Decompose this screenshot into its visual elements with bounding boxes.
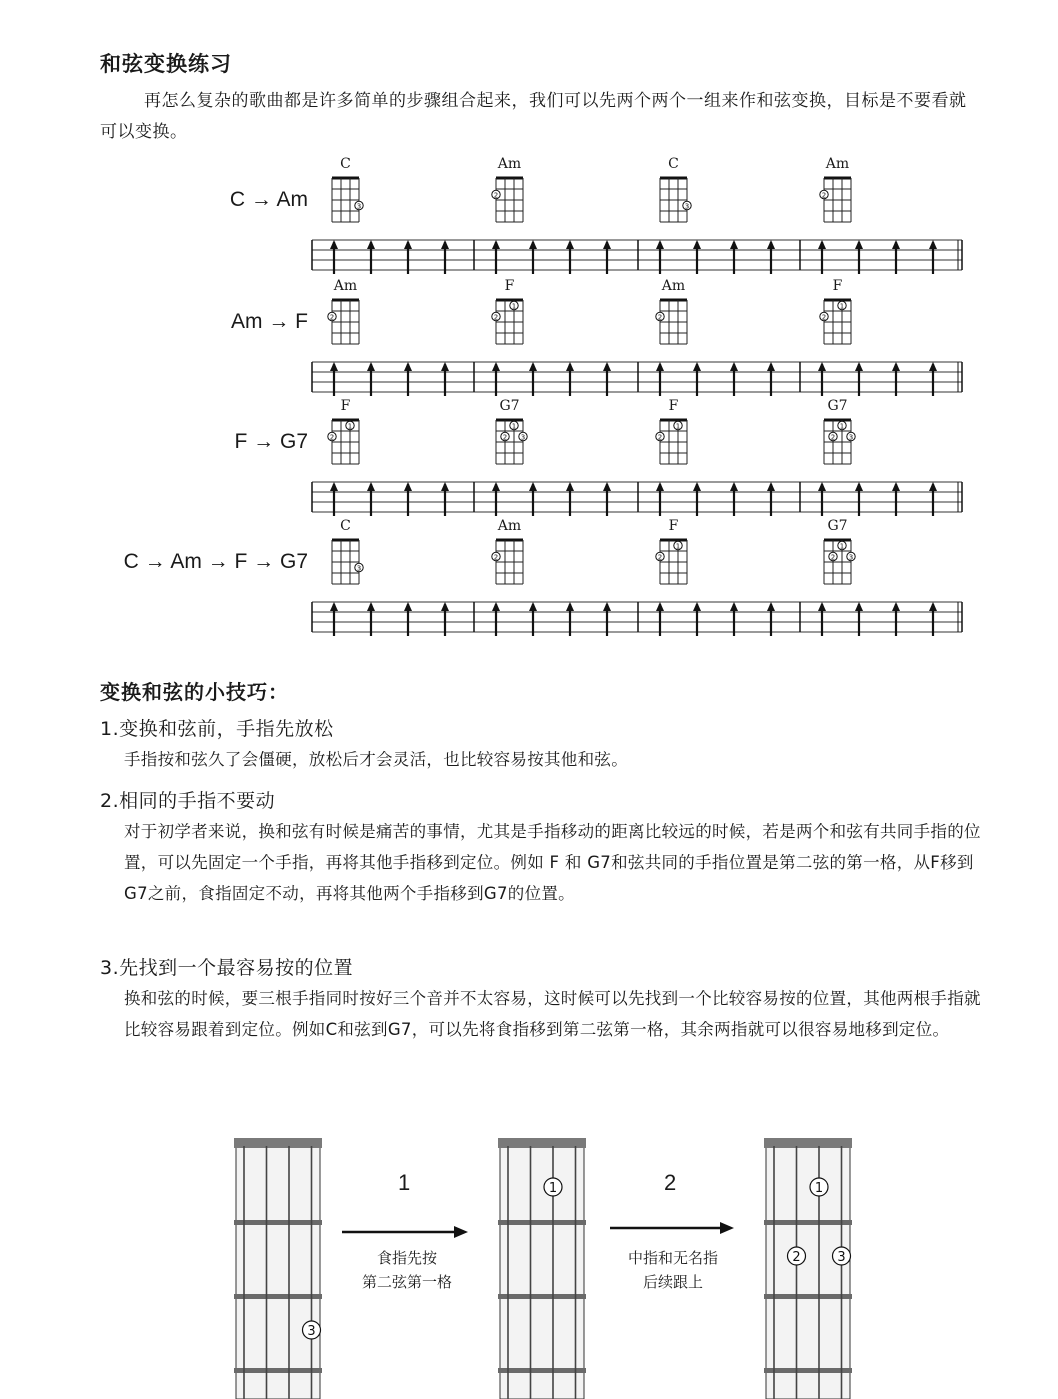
finger-number: 1 — [675, 542, 681, 551]
strum-arrow-head — [529, 602, 537, 611]
strum-arrow-head — [767, 240, 775, 249]
chord-diagram — [656, 540, 687, 584]
fingerboard-fret — [234, 1368, 322, 1373]
finger-number: 1 — [511, 302, 517, 311]
strum-arrow-head — [441, 482, 449, 491]
chord-diagram — [328, 420, 359, 464]
strum-arrow-head — [693, 362, 701, 371]
finger-number: 3 — [837, 1250, 846, 1265]
chord-name: G7 — [827, 398, 848, 414]
finger-number: 2 — [502, 433, 508, 442]
finger-number: 2 — [792, 1250, 801, 1265]
chord-diagram — [496, 420, 527, 464]
finger-number: 1 — [675, 422, 681, 431]
chord-name: Am — [497, 518, 522, 534]
strum-arrow-head — [767, 362, 775, 371]
chord-name: F — [832, 278, 843, 294]
strum-arrow-head — [441, 602, 449, 611]
strum-arrow-head — [818, 602, 826, 611]
strum-arrow-head — [603, 482, 611, 491]
chord-name: Am — [497, 156, 522, 172]
strum-arrow-head — [492, 482, 500, 491]
finger-number: 1 — [814, 1181, 824, 1196]
finger-number: 2 — [493, 553, 499, 562]
strum-arrow-head — [367, 362, 375, 371]
finger-number: 1 — [839, 302, 845, 311]
strum-arrow-head — [818, 482, 826, 491]
chord-diagram — [656, 300, 687, 344]
strum-staff — [312, 240, 962, 274]
intro-paragraph: 再怎么复杂的歌曲都是许多简单的步骤组合起来，我们可以先两个两个一组来作和弦变换，目标是不要看就可以变换。 — [100, 91, 967, 142]
strum-arrow-head — [529, 362, 537, 371]
chord-name: F — [668, 518, 679, 534]
finger-number: 2 — [830, 553, 836, 562]
strum-arrow-head — [404, 482, 412, 491]
strum-arrow-head — [892, 240, 900, 249]
chord-diagram — [492, 300, 523, 344]
strum-arrow-head — [529, 240, 537, 249]
step-number: 2 — [664, 1170, 677, 1195]
finger-number: 2 — [493, 313, 499, 322]
chord-name: F — [340, 398, 351, 414]
strum-arrow-head — [730, 482, 738, 491]
finger-number: 2 — [329, 433, 335, 442]
tip-body: 对于初学者来说，换和弦有时候是痛苦的事情，尤其是手指移动的距离比较远的时候，若是两个和弦有共同手指的位置，可以先固定一个手指，再将其他手指移到定位。例如 F 和 G7和弦共同的手指位置是第二弦的第一格，从F移到G7之前，食指固定不动，再将其他两个手指移到G7的位置。 — [124, 822, 981, 903]
fingerboard — [498, 1138, 586, 1399]
tip-body: 手指按和弦久了会僵硬，放松后才会灵活，也比较容易按其他和弦。 — [124, 750, 628, 769]
fingerboard-fret — [234, 1220, 322, 1225]
tips-title: 变换和弦的小技巧： — [100, 680, 289, 704]
strum-arrow-head — [892, 362, 900, 371]
section-title: 和弦变换练习 — [100, 52, 232, 76]
exercise-label: F → G7 — [234, 430, 308, 453]
fingerboard-fret — [234, 1294, 322, 1299]
strum-arrow-head — [818, 362, 826, 371]
finger-number: 3 — [356, 202, 362, 211]
strum-arrow-head — [404, 240, 412, 249]
chord-name: Am — [661, 278, 686, 294]
finger-number: 3 — [307, 1324, 316, 1339]
strum-arrow-head — [492, 362, 500, 371]
strum-arrow-head — [892, 602, 900, 611]
strum-arrow-head — [892, 482, 900, 491]
strum-arrow-head — [566, 602, 574, 611]
strum-arrow-head — [566, 240, 574, 249]
caption-line: 后续跟上 — [642, 1273, 703, 1291]
transition-arrow — [342, 1226, 468, 1238]
finger-number: 2 — [821, 191, 827, 200]
strum-arrow-head — [367, 482, 375, 491]
strum-arrow-head — [730, 602, 738, 611]
finger-number: 2 — [493, 191, 499, 200]
strum-staff — [312, 602, 962, 636]
chord-name: G7 — [499, 398, 520, 414]
strum-arrow-head — [767, 482, 775, 491]
chord-name: G7 — [827, 518, 848, 534]
chord-diagram — [820, 300, 851, 344]
fingerboard-fret — [498, 1368, 586, 1373]
strum-arrow-head — [929, 482, 937, 491]
chord-diagram — [332, 178, 363, 222]
strum-arrow-head — [929, 240, 937, 249]
strum-arrow-head — [441, 240, 449, 249]
strum-arrow-head — [492, 240, 500, 249]
strum-arrow-head — [603, 362, 611, 371]
exercise-label: C → Am → F → G7 — [123, 550, 308, 573]
chord-diagram — [824, 540, 855, 584]
finger-number: 3 — [684, 202, 690, 211]
strum-arrow-head — [855, 602, 863, 611]
fingerboard-fret — [764, 1220, 852, 1225]
chord-name: C — [340, 518, 351, 534]
finger-number: 3 — [848, 433, 854, 442]
fingerboard-nut — [498, 1138, 586, 1148]
tip-heading: 3.先找到一个最容易按的位置 — [100, 957, 354, 979]
finger-number: 1 — [839, 422, 845, 431]
strum-arrow-head — [492, 602, 500, 611]
transition-arrow — [610, 1222, 734, 1234]
arrow-head — [454, 1226, 468, 1238]
chord-name: C — [340, 156, 351, 172]
fingerboard-fret — [498, 1294, 586, 1299]
strum-staff — [312, 482, 962, 516]
step-number: 1 — [398, 1170, 411, 1195]
fingerboard-body — [766, 1142, 850, 1399]
strum-staff — [312, 362, 962, 396]
strum-arrow-head — [730, 240, 738, 249]
strum-arrow-head — [767, 602, 775, 611]
step-caption — [332, 1246, 482, 1294]
strum-arrow-head — [929, 362, 937, 371]
caption-line: 第二弦第一格 — [361, 1273, 452, 1291]
strum-arrow-head — [603, 240, 611, 249]
fingerboard-fret — [764, 1294, 852, 1299]
finger-number: 2 — [657, 553, 663, 562]
strum-arrow-head — [566, 362, 574, 371]
chord-name: Am — [825, 156, 850, 172]
exercise-label: C → Am — [229, 188, 308, 211]
strum-arrow-head — [330, 362, 338, 371]
finger-number: 3 — [848, 553, 854, 562]
finger-number: 1 — [548, 1181, 558, 1196]
chord-diagram — [332, 540, 363, 584]
strum-arrow-head — [730, 362, 738, 371]
caption-line: 食指先按 — [376, 1249, 437, 1267]
strum-arrow-head — [656, 602, 664, 611]
strum-arrow-head — [330, 602, 338, 611]
strum-arrow-head — [855, 240, 863, 249]
chord-diagram — [820, 178, 851, 222]
fingerboard-fret — [498, 1220, 586, 1225]
fingerboard-nut — [764, 1138, 852, 1148]
strum-arrow-head — [441, 362, 449, 371]
chord-diagram — [492, 540, 523, 584]
strum-arrow-head — [367, 240, 375, 249]
exercise-label: Am → F — [231, 310, 308, 333]
fingerboard-nut — [234, 1138, 322, 1148]
fingerboard — [234, 1138, 322, 1399]
chord-diagram — [328, 300, 359, 344]
finger-number: 2 — [657, 433, 663, 442]
strum-arrow-head — [367, 602, 375, 611]
chord-name: C — [668, 156, 679, 172]
strum-arrow-head — [855, 362, 863, 371]
strum-arrow-head — [855, 482, 863, 491]
chord-name: F — [668, 398, 679, 414]
tip-heading: 1.变换和弦前，手指先放松 — [100, 718, 334, 740]
step-caption — [598, 1246, 748, 1294]
finger-number: 2 — [821, 313, 827, 322]
chord-name: F — [504, 278, 515, 294]
chord-diagram — [656, 420, 687, 464]
strum-arrow-head — [404, 362, 412, 371]
strum-arrow-head — [693, 240, 701, 249]
chord-diagram — [660, 178, 691, 222]
finger-number: 1 — [347, 422, 353, 431]
chord-diagram — [492, 178, 523, 222]
fingerboard-body — [500, 1142, 584, 1399]
fingerboard-body — [236, 1142, 320, 1399]
fingerboard — [764, 1138, 852, 1399]
strum-arrow-head — [693, 482, 701, 491]
strum-arrow-head — [566, 482, 574, 491]
finger-number: 2 — [657, 313, 663, 322]
strum-arrow-head — [929, 602, 937, 611]
caption-line: 中指和无名指 — [627, 1249, 718, 1267]
strum-arrow-head — [656, 240, 664, 249]
finger-number: 2 — [830, 433, 836, 442]
finger-number: 1 — [511, 422, 517, 431]
strum-arrow-head — [330, 240, 338, 249]
tip-heading: 2.相同的手指不要动 — [100, 790, 276, 812]
finger-number: 3 — [520, 433, 526, 442]
strum-arrow-head — [603, 602, 611, 611]
finger-number: 3 — [356, 564, 362, 573]
finger-number: 2 — [329, 313, 335, 322]
strum-arrow-head — [693, 602, 701, 611]
fingerboard-fret — [764, 1368, 852, 1373]
tip-body: 换和弦的时候，要三根手指同时按好三个音并不太容易，这时候可以先找到一个比较容易按的位置，其他两根手指就比较容易跟着到定位。例如C和弦到G7，可以先将食指移到第二弦第一格，其余两指就可以很容易地移到定位。 — [124, 989, 981, 1039]
chord-name: Am — [333, 278, 358, 294]
finger-number: 1 — [839, 542, 845, 551]
strum-arrow-head — [656, 362, 664, 371]
strum-arrow-head — [330, 482, 338, 491]
arrow-head — [720, 1222, 734, 1234]
chord-diagram — [824, 420, 855, 464]
strum-arrow-head — [818, 240, 826, 249]
strum-arrow-head — [404, 602, 412, 611]
strum-arrow-head — [656, 482, 664, 491]
strum-arrow-head — [529, 482, 537, 491]
